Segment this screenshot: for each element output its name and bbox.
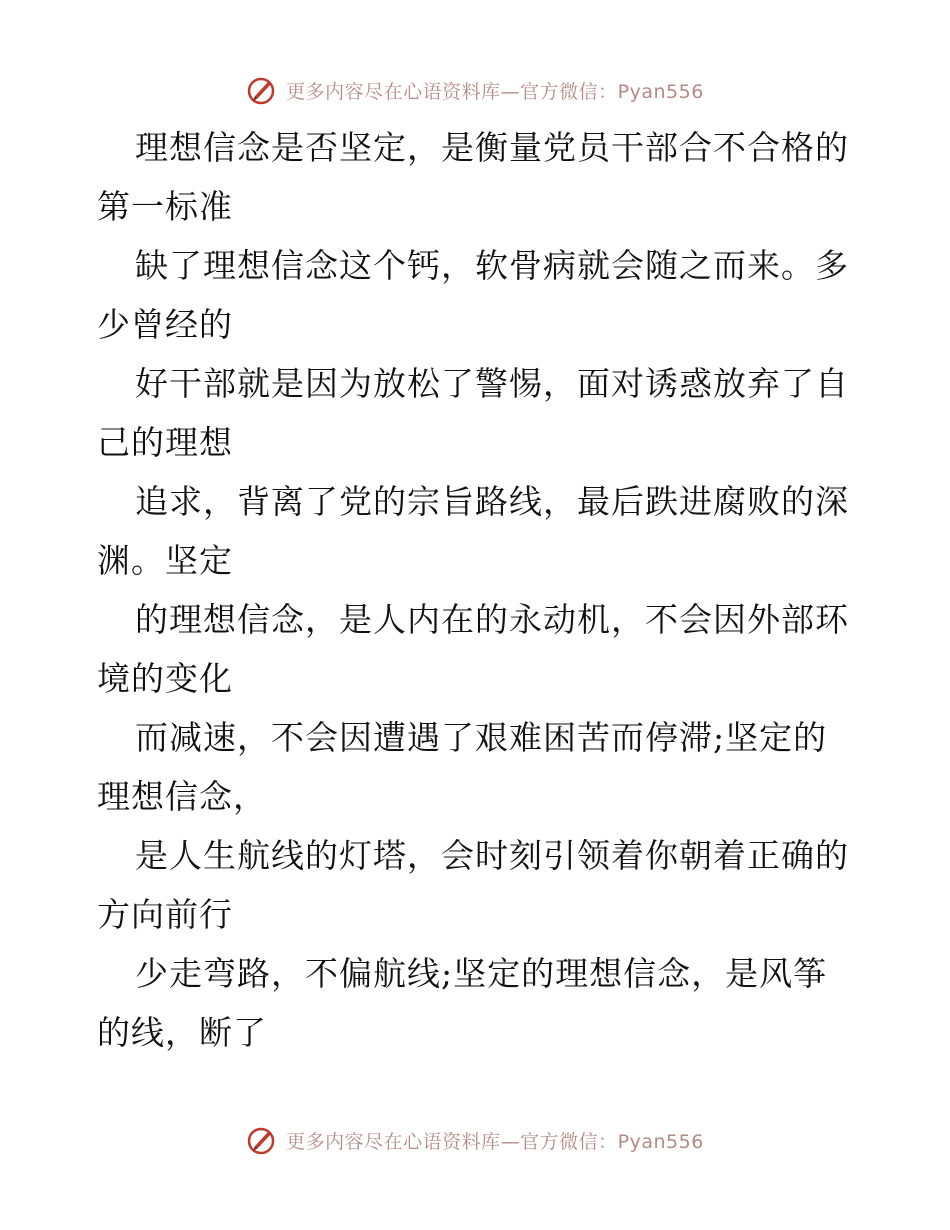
document-body [97,118,857,1062]
text-line: 理想信念是否坚定，是衡量党员干部合不合格的 [135,128,849,167]
text-line: 少走弯路，不偏航线;坚定的理想信念，是风筝 [135,954,828,993]
quill-pen-logo-icon [246,74,278,106]
text-line: 少曾经的 [97,305,233,344]
text-line: 的线，断了 [97,1013,267,1052]
text-line: 好干部就是因为放松了警惕，面对诱惑放弃了自 [135,364,849,403]
quill-pen-logo-icon [246,1124,278,1156]
text-line: 方向前行 [97,895,233,934]
footer-banner [0,1120,950,1160]
text-line: 境的变化 [97,659,233,698]
footer-banner-text: 更多内容尽在心语资料库—官方微信：Pyan556 [286,1130,704,1153]
header-banner-text: 更多内容尽在心语资料库—官方微信：Pyan556 [286,80,704,103]
text-line: 的理想信念，是人内在的永动机，不会因外部环 [135,600,849,639]
text-line: 追求，背离了党的宗旨路线，最后跌进腐败的深 [135,482,849,521]
text-line: 理想信念， [97,777,267,816]
text-line: 渊。坚定 [97,541,233,580]
text-line: 而减速，不会因遭遇了艰难困苦而停滞;坚定的 [135,718,828,757]
text-line: 己的理想 [97,423,233,462]
text-line: 是人生航线的灯塔，会时刻引领着你朝着正确的 [135,836,849,875]
text-line: 第一标准 [97,187,233,226]
header-banner [0,70,950,110]
text-line: 缺了理想信念这个钙，软骨病就会随之而来。多 [135,246,849,285]
